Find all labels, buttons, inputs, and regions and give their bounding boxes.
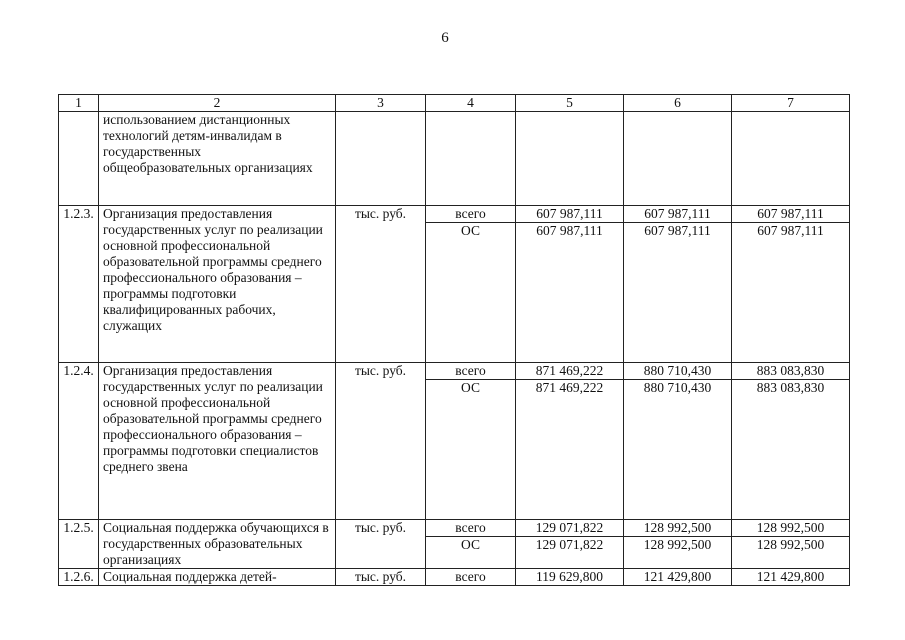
row-source: всего — [426, 206, 516, 223]
row-value-5 — [516, 112, 624, 206]
table-row — [59, 206, 850, 223]
column-header: 7 — [732, 95, 850, 112]
row-value-5: 871 469,222 — [516, 380, 624, 520]
row-value-6: 607 987,111 — [624, 206, 732, 223]
row-number — [59, 112, 99, 206]
row-value-6: 880 710,430 — [624, 380, 732, 520]
row-value-5: 129 071,822 — [516, 537, 624, 569]
row-unit — [336, 112, 426, 206]
row-value-7: 128 992,500 — [732, 520, 850, 537]
row-value-5: 129 071,822 — [516, 520, 624, 537]
row-unit: тыс. руб. — [336, 520, 426, 569]
row-value-7: 128 992,500 — [732, 537, 850, 569]
row-value-7: 607 987,111 — [732, 206, 850, 223]
row-value-6: 128 992,500 — [624, 520, 732, 537]
header-row — [59, 95, 850, 112]
row-value-6: 880 710,430 — [624, 363, 732, 380]
row-number: 1.2.5. — [59, 520, 99, 569]
row-unit: тыс. руб. — [336, 363, 426, 520]
budget-table — [58, 94, 850, 586]
column-header: 4 — [426, 95, 516, 112]
row-value-7: 607 987,111 — [732, 223, 850, 363]
column-header: 5 — [516, 95, 624, 112]
row-name: Организация предоставления государственных услуг по реализации основной профессиональной образовательной программы среднего профессионального образования – программы подготовки специалистов среднего звена — [99, 363, 336, 520]
row-source: ОС — [426, 223, 516, 363]
row-name: Социальная поддержка обучающихся в государственных образовательных организациях — [99, 520, 336, 569]
row-source — [426, 112, 516, 206]
row-value-5: 871 469,222 — [516, 363, 624, 380]
row-value-6: 128 992,500 — [624, 537, 732, 569]
row-value-7: 121 429,800 — [732, 569, 850, 586]
row-name: Организация предоставления государственных услуг по реализации основной профессиональной образовательной программы среднего профессионального образования – программы подготовки квалифицированных рабочих, служащих — [99, 206, 336, 363]
row-value-7: 883 083,830 — [732, 363, 850, 380]
row-name: использованием дистанционных технологий детям-инвалидам в государственных общеобразовательных организациях — [99, 112, 336, 206]
row-number: 1.2.6. — [59, 569, 99, 586]
column-header: 6 — [624, 95, 732, 112]
row-source: ОС — [426, 537, 516, 569]
row-unit: тыс. руб. — [336, 569, 426, 586]
row-source: всего — [426, 569, 516, 586]
row-value-5: 119 629,800 — [516, 569, 624, 586]
row-value-7 — [732, 112, 850, 206]
row-value-6: 607 987,111 — [624, 223, 732, 363]
row-source: всего — [426, 520, 516, 537]
page-number: 6 — [441, 30, 449, 46]
row-value-7: 883 083,830 — [732, 380, 850, 520]
table-row — [59, 520, 850, 537]
row-value-5: 607 987,111 — [516, 223, 624, 363]
row-number: 1.2.3. — [59, 206, 99, 363]
row-unit: тыс. руб. — [336, 206, 426, 363]
table-row — [59, 363, 850, 380]
table-row — [59, 569, 850, 586]
row-value-6 — [624, 112, 732, 206]
row-value-6: 121 429,800 — [624, 569, 732, 586]
row-source: всего — [426, 363, 516, 380]
table-row-continuation — [59, 112, 850, 206]
column-header: 2 — [99, 95, 336, 112]
column-header: 3 — [336, 95, 426, 112]
row-value-5: 607 987,111 — [516, 206, 624, 223]
column-header: 1 — [59, 95, 99, 112]
row-source: ОС — [426, 380, 516, 520]
row-number: 1.2.4. — [59, 363, 99, 520]
row-name: Социальная поддержка детей- — [99, 569, 336, 586]
